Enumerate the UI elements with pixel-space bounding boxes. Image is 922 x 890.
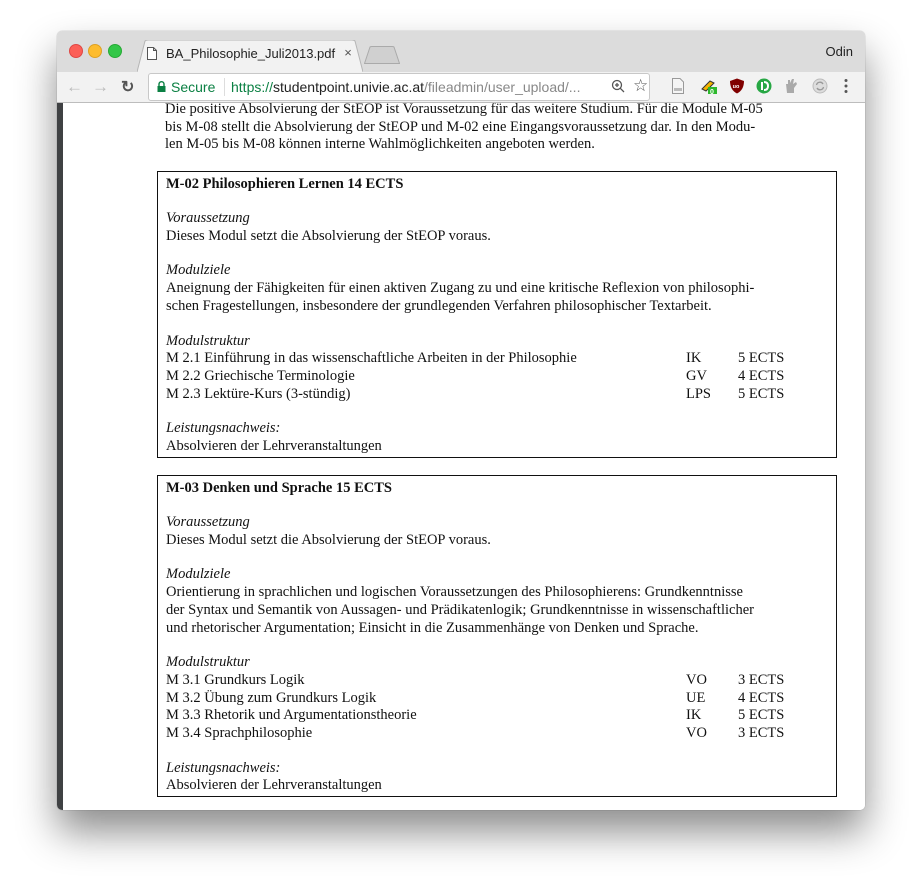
course-row [166, 350, 829, 368]
course-type: UE [686, 689, 706, 706]
intro-line: bis M-08 stellt die Absolvierung der StEOP und M-02 eine Eingangsvoraussetzung dar. In den Modu- [165, 118, 756, 135]
goals-label: Modulziele [166, 262, 231, 279]
assessment-text: Absolvieren der Lehrveranstaltungen [166, 777, 382, 794]
course-type: GV [686, 367, 707, 384]
browser-window [57, 31, 865, 810]
course-ects: 5 ECTS [738, 707, 785, 724]
course-row [166, 386, 829, 404]
course-ects: 4 ECTS [738, 689, 785, 706]
course-type: VO [686, 671, 707, 688]
hand-extension-icon[interactable] [783, 78, 799, 94]
url-text[interactable] [231, 79, 580, 95]
ublock-icon[interactable] [729, 78, 745, 94]
course-ects: 3 ECTS [738, 725, 785, 742]
new-tab-button[interactable] [364, 46, 400, 64]
course-ects: 4 ECTS [738, 367, 785, 384]
prerequisite-label: Voraussetzung [166, 210, 250, 226]
structure-label: Modulstruktur [166, 654, 250, 671]
module-title: M-03 Denken und Sprache 15 ECTS [166, 480, 392, 496]
sync-extension-icon[interactable] [812, 78, 828, 94]
extension-badge: 0 [710, 89, 714, 94]
assessment-text: Absolvieren der Lehrveranstaltungen [166, 438, 382, 455]
course-row [166, 707, 829, 725]
toolbar [57, 72, 865, 103]
menu-icon[interactable] [844, 78, 848, 94]
module-m03 [157, 475, 837, 797]
goals-label: Modulziele [166, 566, 231, 583]
assessment-label: Leistungsnachweis: [166, 420, 281, 437]
course-name: M 3.1 Grundkurs Logik [166, 671, 305, 688]
goals-line: Aneignung der Fähigkeiten für einen aktiven Zugang zu und eine kritische Reflexion von philosophi- [166, 280, 755, 297]
intro-line: Die positive Absolvierung der StEOP ist Voraussetzung für das weitere Studium. Für die Module M-05 [165, 103, 763, 117]
course-type: IK [686, 350, 702, 367]
forward-arrow-icon[interactable]: → [92, 77, 109, 96]
course-row [166, 690, 829, 708]
pen-extension-icon[interactable] [701, 78, 717, 94]
zoom-icon[interactable] [611, 79, 625, 93]
document-extension-icon[interactable] [670, 78, 686, 94]
goals-text [166, 584, 829, 637]
course-ects: 3 ECTS [738, 671, 785, 688]
prerequisite-text: Dieses Modul setzt die Absolvierung der StEOP voraus. [166, 227, 491, 244]
profile-name[interactable]: Odin [825, 44, 853, 59]
tab-close-button[interactable]: × [344, 45, 352, 60]
course-ects: 5 ECTS [738, 350, 785, 367]
course-name: M 3.2 Übung zum Grundkurs Logik [166, 689, 377, 706]
goals-line: schen Fragestellungen, insbesondere der grundlegenden Verfahren philosophischer Textarbeit. [166, 297, 712, 314]
reload-icon[interactable]: ↻ [121, 79, 135, 96]
course-type: IK [686, 707, 702, 724]
course-row [166, 368, 829, 386]
module-m02 [157, 171, 837, 458]
course-name: M 2.2 Griechische Terminologie [166, 367, 355, 384]
goals-line: der Syntax und Semantik von Aussagen- und Prädikatenlogik; Grundkenntnisse in wissenschaftlicher [166, 601, 754, 618]
svg-text:uo: uo [732, 84, 740, 90]
back-arrow-icon[interactable]: ← [66, 77, 83, 96]
course-name: M 2.3 Lektüre-Kurs (3-stündig) [166, 385, 351, 402]
document-icon [147, 47, 157, 60]
course-ects: 5 ECTS [738, 385, 785, 402]
intro-paragraph [165, 103, 829, 154]
course-type: VO [686, 725, 707, 742]
course-row [166, 672, 829, 690]
title-bar [57, 31, 865, 72]
maximize-window-button[interactable] [108, 44, 122, 58]
pdf-sidebar-edge [57, 103, 63, 810]
goals-line: und rhetorischer Argumentation; Einsicht in die Zusammenhänge von Denken und Sprache. [166, 619, 699, 636]
course-name: M 3.3 Rhetorik und Argumentationstheorie [166, 707, 417, 724]
secure-label: Secure [171, 79, 216, 95]
prerequisite-label: Voraussetzung [166, 514, 250, 530]
url-scheme: https:// [231, 79, 274, 95]
address-separator [224, 78, 225, 96]
url-path: /fileadmin/user_upload/... [424, 79, 581, 95]
goals-text [166, 280, 829, 315]
pdf-viewer[interactable] [57, 103, 865, 810]
minimize-window-button[interactable] [88, 44, 102, 58]
goals-line: Orientierung in sprachlichen und logischen Voraussetzungen des Philosophierens: Grundkenntnisse [166, 584, 743, 601]
bookmark-star-icon[interactable]: ☆ [633, 76, 649, 95]
course-name: M 3.4 Sprachphilosophie [166, 725, 313, 742]
course-type: LPS [686, 385, 711, 402]
close-window-button[interactable] [69, 44, 83, 58]
course-row [166, 725, 829, 743]
url-host: studentpoint.univie.ac.at [273, 79, 425, 95]
module-title: M-02 Philosophieren Lernen 14 ECTS [166, 176, 404, 192]
structure-label: Modulstruktur [166, 332, 250, 349]
address-bar[interactable] [148, 73, 650, 101]
tab-title: BA_Philosophie_Juli2013.pdf [166, 46, 336, 61]
intro-line: len M-05 bis M-08 können interne Wahlmöglichkeiten angeboten werden. [165, 136, 595, 153]
assessment-label: Leistungsnachweis: [166, 759, 281, 776]
course-name: M 2.1 Einführung in das wissenschaftliche Arbeiten in der Philosophie [166, 350, 577, 367]
d-extension-icon[interactable] [756, 78, 772, 94]
lock-icon [157, 81, 166, 92]
prerequisite-text: Dieses Modul setzt die Absolvierung der StEOP voraus. [166, 531, 491, 548]
